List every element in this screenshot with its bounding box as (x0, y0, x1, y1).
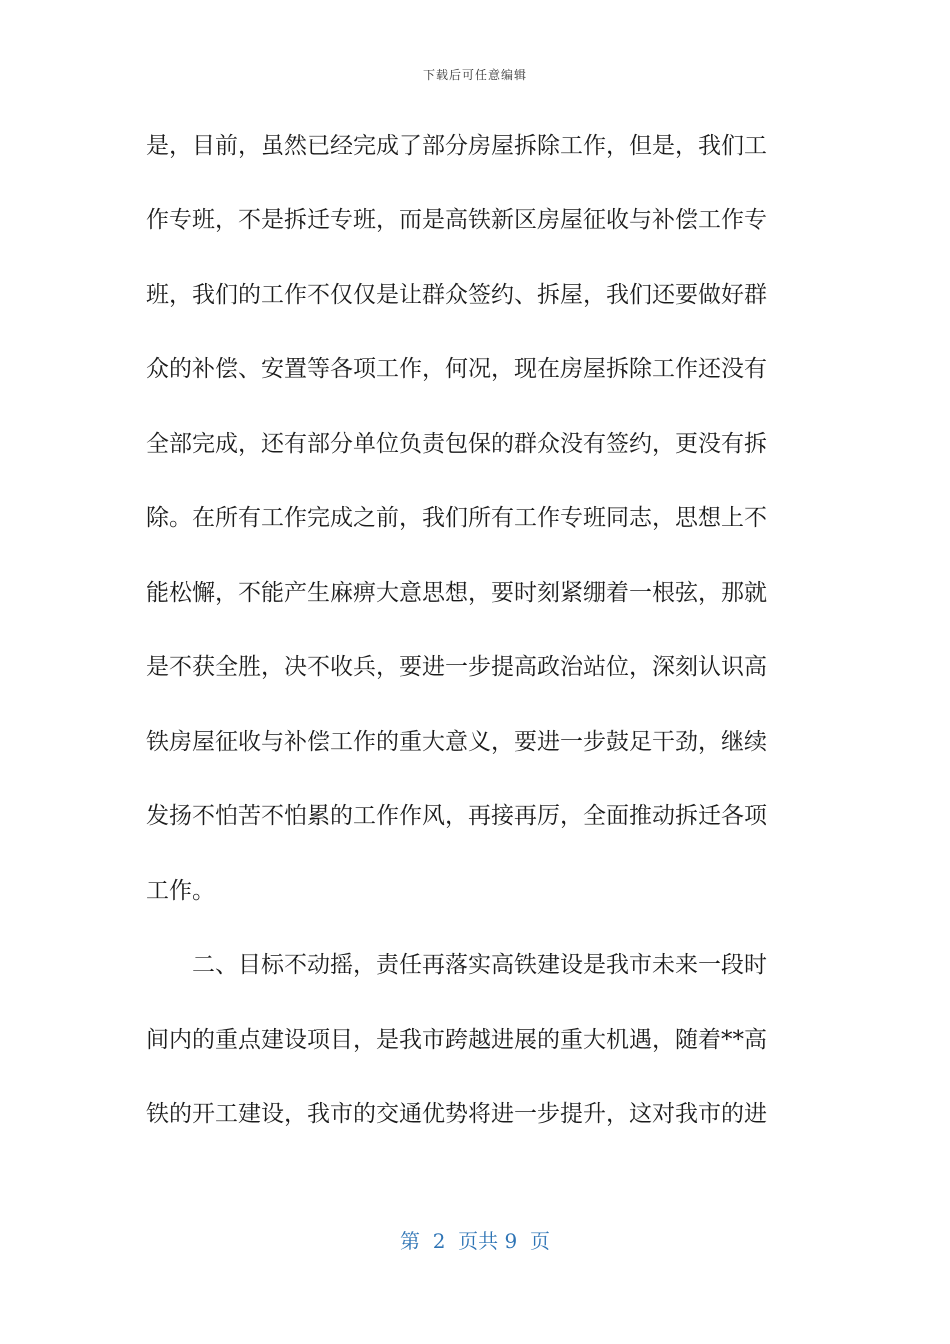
body-line: 工作。 (146, 878, 215, 904)
body-line: 能松懈，不能产生麻痹大意思想，要时刻紧绷着一根弦，那就 (146, 580, 767, 606)
body-line: 二、目标不动摇，责任再落实高铁建设是我市未来一段时 (146, 952, 767, 978)
body-line: 班，我们的工作不仅仅是让群众签约、拆屋，我们还要做好群 (146, 282, 767, 308)
body-line: 除。在所有工作完成之前，我们所有工作专班同志，思想上不 (146, 505, 767, 531)
page-number-footer: 第 2 页共 9 页 (400, 1229, 550, 1253)
body-line: 全部完成，还有部分单位负责包保的群众没有签约，更没有拆 (146, 431, 767, 457)
body-line: 间内的重点建设项目，是我市跨越进展的重大机遇，随着**高 (146, 1027, 767, 1053)
body-line: 众的补偿、安置等各项工作，何况，现在房屋拆除工作还没有 (146, 356, 767, 382)
body-line: 铁房屋征收与补偿工作的重大意义，要进一步鼓足干劲，继续 (146, 729, 767, 755)
header-note: 下载后可任意编辑 (422, 68, 527, 82)
body-line: 铁的开工建设，我市的交通优势将进一步提升，这对我市的进 (146, 1101, 767, 1127)
body-line: 作专班，不是拆迁专班，而是高铁新区房屋征收与补偿工作专 (146, 207, 767, 233)
body-line: 发扬不怕苦不怕累的工作作风，再接再厉，全面推动拆迁各项 (146, 803, 767, 829)
body-line: 是，目前，虽然已经完成了部分房屋拆除工作，但是，我们工 (146, 133, 767, 159)
body-line: 是不获全胜，决不收兵，要进一步提高政治站位，深刻认识高 (146, 654, 767, 680)
